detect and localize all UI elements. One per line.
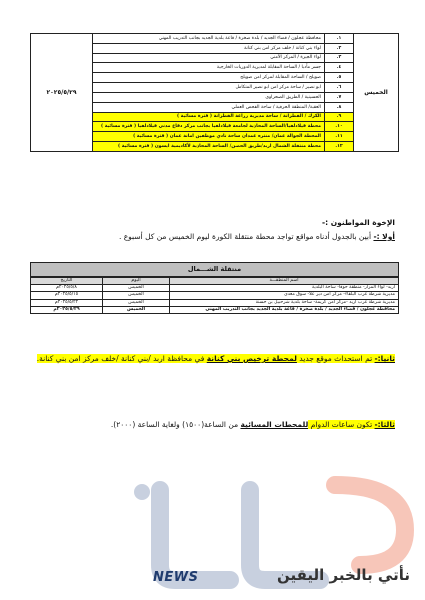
- schedule-row: [31, 34, 399, 44]
- schedule-row-location: الحسينية / الطريق الصحراوي: [93, 92, 325, 102]
- schedule-row-number: ٣.: [325, 53, 354, 63]
- schedule-row-number: ٧.: [325, 92, 354, 102]
- schedule-row-location: محطة فيلادلفيا/الساحة المحاذية لجامعة فيلادلفيا بجانب مركز دفاع مدني فيلادلفيا ( فترة مسائية ): [93, 122, 325, 132]
- north-row-day: الخميس: [103, 306, 170, 313]
- schedule-date: ٢٠٢٥/٥/٢٩: [31, 34, 93, 152]
- north-row-day: الخميس: [103, 285, 170, 292]
- north-row-date: ٢٠٢٥/٥/٢٩م: [31, 306, 103, 313]
- schedule-row-location: لواء بني كنانة / خلف مركز امن بني كنانة: [93, 43, 325, 53]
- schedule-row-location: محطة منتقلة الشمال اربد/طريق الحصن/ الساحة المحاذية لأكاديمية ايسون ( فترة مسائية ): [93, 142, 325, 152]
- first-paragraph: [119, 232, 395, 241]
- north-table-wrap: [30, 262, 399, 314]
- north-row-location: اربد- لواء المزار- منطقة حوفا- ساحة البلدية: [170, 285, 399, 292]
- schedule-row-location: العقبة/ المنطقة الحرفية / ساحة الفحص العملي: [93, 102, 325, 112]
- header-location: اسم المنطقـــة: [170, 278, 399, 285]
- logo-tagline: نأتي بالخبر اليقين: [277, 566, 410, 584]
- second-post: في محافظة اربد /بني كنانة /خلف مركز امن بني كنانة.: [36, 354, 207, 363]
- schedule-row-number: ٨.: [325, 102, 354, 112]
- north-row-date: ٢٠٢٥/٥/١٥م: [31, 292, 103, 299]
- north-row-location: محافظة عجلون / قضاء الجديد / بلدة صخرة / قاعة بلدية الجديد بجانب التدريب المهني: [170, 306, 399, 313]
- logo-shape-right: [335, 485, 405, 565]
- schedule-row-number: ١٠.: [325, 122, 354, 132]
- schedule-row-number: ٢.: [325, 43, 354, 53]
- north-table: [30, 277, 399, 314]
- second-pre: تم استحداث موقع جديد: [296, 354, 375, 363]
- header-date: التاريخ: [31, 278, 103, 285]
- schedule-row-location: جسر مأدبا / الساحة المقابلة لمديرية الدوريات الخارجية: [93, 63, 325, 73]
- third-label: ثالثا:-: [374, 420, 395, 429]
- second-paragraph: [30, 352, 395, 366]
- first-text: أبين بالجدول أدناه مواقع تواجد محطة منتقلة الكورة ليوم الخميس من كل أسبوع .: [118, 232, 374, 241]
- schedule-row-number: ١٢.: [325, 142, 354, 152]
- second-bold: لمحطة ترخيص بني كنانة: [206, 354, 297, 363]
- citizens-heading: الإخوة المواطنون :-: [322, 218, 395, 227]
- north-table-row: [31, 292, 399, 299]
- schedule-row-number: ١.: [325, 34, 354, 44]
- third-paragraph: [30, 420, 395, 429]
- north-row-location: مديرية شرطة غرب البلقاء- مركز امن دير علا- سوق معدي: [170, 292, 399, 299]
- north-row-day: الخميس: [103, 299, 170, 306]
- schedule-row-location: الكرك / القطرانة / ساحة مديرية زراعة القطرانة ( فترة مسائية ): [93, 112, 325, 122]
- schedule-row-location: محافظة عجلون / قضاء الجديد / بلدة صخرة / قاعة بلدية الجديد بجانب التدريب المهني: [93, 34, 325, 44]
- north-table-row: [31, 299, 399, 306]
- north-table-title: منتقلة الشـــمال: [30, 262, 399, 277]
- first-label: أولا :-: [373, 232, 395, 241]
- schedule-table: [30, 33, 399, 152]
- north-table-header: [31, 278, 399, 285]
- schedule-day: الخميس: [354, 34, 399, 152]
- schedule-row-number: ٩.: [325, 112, 354, 122]
- schedule-row-number: ٥.: [325, 73, 354, 83]
- schedule-row-number: ٤.: [325, 63, 354, 73]
- north-table-row: [31, 306, 399, 313]
- schedule-row-location: صويلح / الساحة المقابلة لمركز امن صويلح: [93, 73, 325, 83]
- north-row-day: الخميس: [103, 292, 170, 299]
- schedule-row-location: لواء الجيزة / المركز الأمني: [93, 53, 325, 63]
- third-pre: تكون ساعات الدوام: [308, 420, 375, 429]
- schedule-row-location: ابو نصير / ساحة مركز امن ابو نصير المتكامل: [93, 83, 325, 93]
- logo-news-text: NEWS: [153, 570, 199, 585]
- logo-dot: [134, 484, 150, 500]
- header-day: اليوم: [103, 278, 170, 285]
- logo-shape-left: [160, 490, 230, 580]
- north-table-row: [31, 285, 399, 292]
- north-row-location: مديرية شرطة غرب اربد -مركز امن كريمة- ساحة بلدية شرحبيل بن حسنة: [170, 299, 399, 306]
- third-bold: للمحطات المسائية: [240, 420, 309, 429]
- second-label: ثانيا:-: [374, 354, 395, 363]
- schedule-row-number: ٦.: [325, 83, 354, 93]
- schedule-row-location: المحطة الجوالة عمان/ منتزه غمدان ساحة نادي موظفين امانة عمان ( فترة مسائية ): [93, 132, 325, 142]
- north-row-date: ٢٠٢٥/٥/٢٢م: [31, 299, 103, 306]
- north-row-date: ٢٠٢٥/٥/٨م: [31, 285, 103, 292]
- third-post: من الساعة(١٥٠٠) ولغاية الساعة (٢٠٠٠).: [110, 420, 241, 429]
- schedule-row-number: ١١.: [325, 132, 354, 142]
